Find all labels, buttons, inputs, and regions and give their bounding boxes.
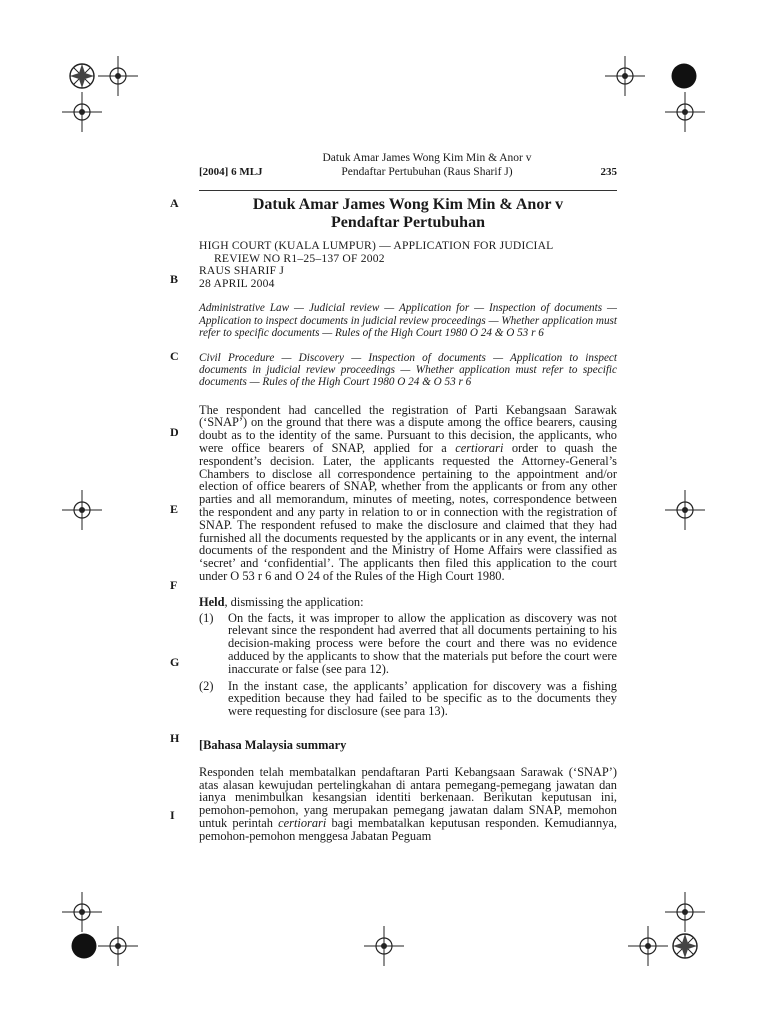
registration-mark-bottom-left [98,926,138,966]
margin-letter-b: B [170,272,179,286]
court-line1: HIGH COURT (KUALA LUMPUR) — APPLICATION FOR JUDICIAL [199,239,554,252]
solid-circle-icon-top-right [670,62,698,90]
catchword-text: Civil Procedure — Discovery — Inspection of documents — Application to inspect documents in judicial review proceedings — Whether application must refer to specific documents — Rules of the High Court 1980 O 24 & O 53 r 6 [199,351,617,389]
facts-text-part1: The respondent had cancelled the registration of Parti Kebangsaan Sarawak (‘SNAP’) on the ground that there was a dispute among the office bearers, causing doubt as to the identity of the same. Pursuant to this decision, the applicants, who were office bearers of SNAP, applied for a [199,402,617,455]
catchwords-civil-procedure [199,352,617,389]
margin-letter-e: E [170,502,179,516]
registration-mark-top-right-lower [665,92,705,132]
registration-mark-bottom-right-upper [665,892,705,932]
judgment-date: 28 APRIL 2004 [199,276,275,290]
page-body [199,190,617,843]
running-head-line2: Pendaftar Pertubuhan (Raus Sharif J) [341,165,513,178]
case-title-line2: Pendaftar Pertubuhan [331,213,485,231]
held-label: Held [199,594,225,609]
bm-summary-paragraph [199,766,617,843]
facts-certiorari-term: certiorari [455,440,504,455]
margin-letter-a: A [170,196,179,210]
held-item-number: (1) [199,610,214,625]
solid-circle-icon-bottom-left [70,932,98,960]
page-number: 235 [600,166,617,178]
held-item [199,612,617,676]
bm-text-part2: bagi membatalkan keputusan responden. Kemudiannya, pemohon-pemohon menggesa Jabatan Peguam [199,815,617,843]
registration-mark-top-right [605,56,645,96]
margin-letter-d: D [170,425,179,439]
running-head [291,152,563,179]
judge-name: RAUS SHARIF J [199,264,285,278]
facts-text-part2: order to quash the respondent’s decision. Later, the applicants requested the Attorney-General’s Chambers to disclose all correspondence pertaining to the appointment and/or election of office bearers of SNAP, whether from the applicants or from any other parties and all memorandum, minutes of meeting, notes, correspondence between the respondent and any party in relation to or in connection with the registration of SNAP. The respondent refused to make the disclosure and claimed that they had furnished all the documents requested by the applicants or in any event, the internal documents of the respondent and the Ministry of Home Affairs were classified as ‘secret’ and ‘confidential’. The applicants then filed this application to the court under O 53 r 6 and O 24 of the Rules of the High Court 1980. [199,440,617,583]
margin-letter-f: F [170,578,178,592]
registration-mark-mid-right [665,490,705,530]
held-item-text: On the facts, it was improper to allow the application as discovery was not relevant since the respondent had averred that all documents pertaining to his decision-making process were before the court and there was no evidence adduced by the applicants to show that the materials put before the court were inaccurate or false (see para 12). [228,610,617,676]
registration-mark-top-left [98,56,138,96]
starburst-icon-top-left [68,62,96,90]
running-header [199,152,617,190]
margin-letter-i: I [170,808,175,822]
registration-mark-bottom-center [364,926,404,966]
margin-letter-g: G [170,655,180,669]
registration-mark-bottom-left-upper [62,892,102,932]
facts-paragraph [199,404,617,583]
case-title-line1: Datuk Amar James Wong Kim Min & Anor v [252,196,564,213]
court-line2: REVIEW NO R1–25–137 OF 2002 [214,251,385,265]
case-title [199,196,617,231]
registration-mark-top-left-lower [62,92,102,132]
bm-certiorari-term: certiorari [278,815,327,830]
citation: [2004] 6 MLJ [199,166,263,178]
held-section [199,596,617,718]
held-item-number: (2) [199,678,214,693]
held-item-text: In the instant case, the applicants’ application for discovery was a fishing expedition because they had failed to be specific as to the documents they were requesting for disclosure (see para 13). [228,678,617,719]
starburst-icon-bottom-right [671,932,699,960]
bm-summary-heading: [Bahasa Malaysia summary [199,737,347,752]
court-details [199,240,617,290]
registration-mark-bottom-right [628,926,668,966]
running-head-line1: Datuk Amar James Wong Kim Min & Anor v [322,152,532,164]
registration-mark-mid-left [62,490,102,530]
catchwords-administrative-law [199,302,617,339]
margin-letter-c: C [170,349,179,363]
catchword-text: Administrative Law — Judicial review — Application for — Inspection of documents — Application to inspect documents in judicial review proceedings — Whether application must refer to specific documents — Rules of the High Court 1980 O 24 & O 53 r 6 [199,302,617,339]
margin-letter-h: H [170,731,180,745]
held-item [199,680,617,718]
held-rest: , dismissing the application: [224,594,364,609]
bm-text-part1: Responden telah membatalkan pendaftaran Parti Kebangsaan Sarawak (‘SNAP’) atas alasan kewujudan pertelingkahan di antara pemegang-pemegang jawatan dan ianya menimbulkan kesangsian identiti berkenaan. Berikutan keputusan ini, pemohon-pemohon, yang merupakan pemegang jawatan dalam SNAP, memohon untuk perintah [199,764,617,830]
held-heading [199,596,617,609]
